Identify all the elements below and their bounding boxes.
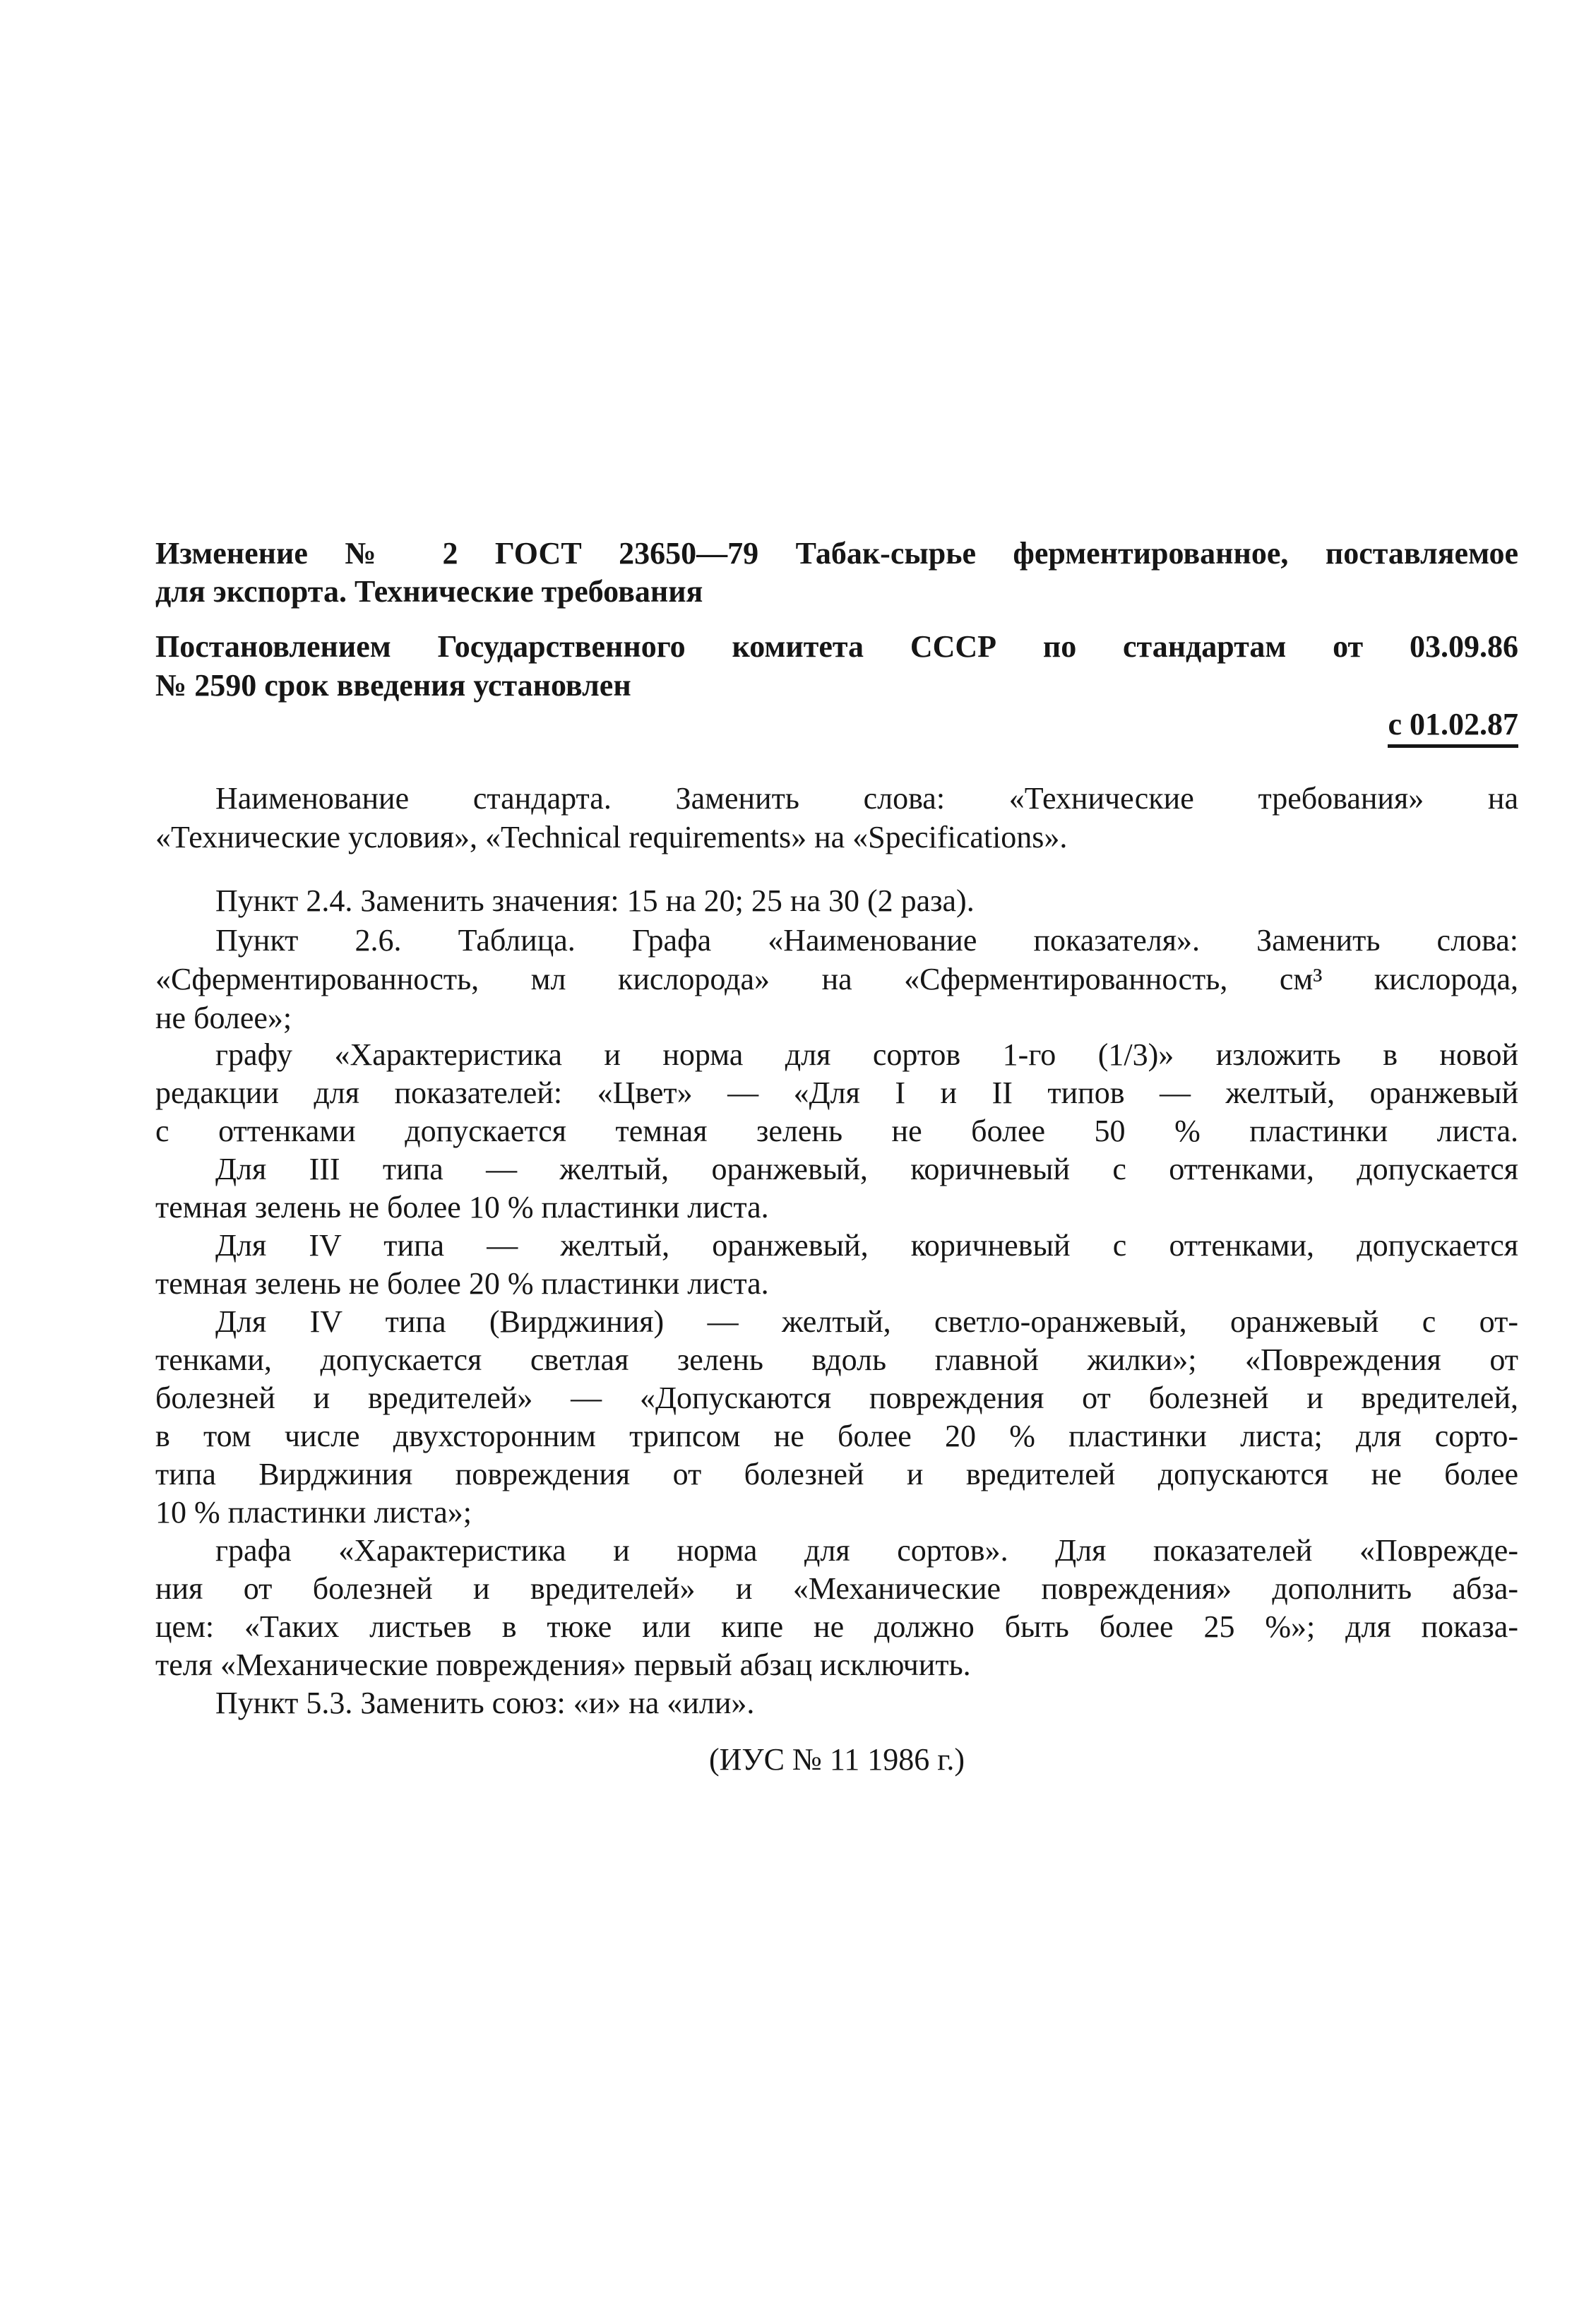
effective-date — [1201, 706, 1518, 743]
p3-line-3: не более»; — [155, 1001, 292, 1035]
p8-line-3: цем: «Таких листьев в тюке или кипе не должно быть более 25 %»; для показа- — [155, 1609, 1518, 1644]
p1-line-2: «Технические условия», «Technical requirements» на «Specifications». — [155, 820, 1068, 854]
p7-line-3: болезней и вредителей» — «Допускаются повреждения от болезней и вредителей, — [155, 1381, 1518, 1415]
p7-line-4: в том числе двухсторонним трипсом не более 20 % пластинки листа; для сорто- — [155, 1419, 1518, 1453]
p3-line-2: «Сферментированность, мл кислорода» на «Сферментированность, см³ кислорода, — [155, 962, 1518, 996]
decree-line-1: Постановлением Государственного комитета СССР по стандартам от 03.09.86 — [155, 629, 1518, 664]
title-line-2: для экспорта. Технические требования — [155, 574, 703, 609]
p8-line-1: графа «Характеристика и норма для сортов». Для показателей «Поврежде- — [215, 1533, 1518, 1568]
p7-line-1: Для IV типа (Вирджиния) — желтый, светло-оранжевый, оранжевый с от- — [215, 1304, 1518, 1339]
p7-line-5: типа Вирджиния повреждения от болезней и вредителей допускаются не более — [155, 1457, 1518, 1491]
title-line-1: Изменение № 2 ГОСТ 23650—79 Табак-сырье ферментированное, поставляемое — [155, 536, 1518, 571]
p4-line-3: с оттенками допускается темная зелень не более 50 % пластинки листа. — [155, 1114, 1518, 1148]
p4-line-2: редакции для показателей: «Цвет» — «Для I и II типов — желтый, оранжевый — [155, 1075, 1518, 1110]
p8-line-2: ния от болезней и вредителей» и «Механические повреждения» дополнить абза- — [155, 1571, 1518, 1606]
p6-line-1: Для IV типа — желтый, оранжевый, коричневый с оттенками, допускается — [215, 1228, 1518, 1263]
p3-line-1: Пункт 2.6. Таблица. Графа «Наименование показателя». Заменить слова: — [215, 923, 1518, 958]
p2: Пункт 2.4. Заменить значения: 15 на 20; 25 на 30 (2 раза). — [215, 883, 975, 918]
p7-line-2: тенками, допускается светлая зелень вдоль главной жилки»; «Повреждения от — [155, 1342, 1518, 1377]
effective-date-text: с 01.02.87 — [1388, 707, 1518, 748]
p6-line-2: темная зелень не более 20 % пластинки листа. — [155, 1266, 769, 1301]
p1-line-1: Наименование стандарта. Заменить слова: «Технические требования» на — [215, 781, 1518, 816]
p4-line-1: графу «Характеристика и норма для сортов 1-го (1/3)» изложить в новой — [215, 1037, 1518, 1072]
p9: Пункт 5.3. Заменить союз: «и» на «или». — [215, 1686, 755, 1720]
source-note: (ИУС № 11 1986 г.) — [708, 1742, 965, 1777]
p8-line-4: теля «Механические повреждения» первый абзац исключить. — [155, 1647, 971, 1682]
p5-line-2: темная зелень не более 10 % пластинки листа. — [155, 1190, 769, 1225]
p7-line-6: 10 % пластинки листа»; — [155, 1495, 472, 1530]
decree-line-2: № 2590 срок введения установлен — [155, 668, 631, 703]
p5-line-1: Для III типа — желтый, оранжевый, коричневый с оттенками, допускается — [215, 1152, 1518, 1186]
